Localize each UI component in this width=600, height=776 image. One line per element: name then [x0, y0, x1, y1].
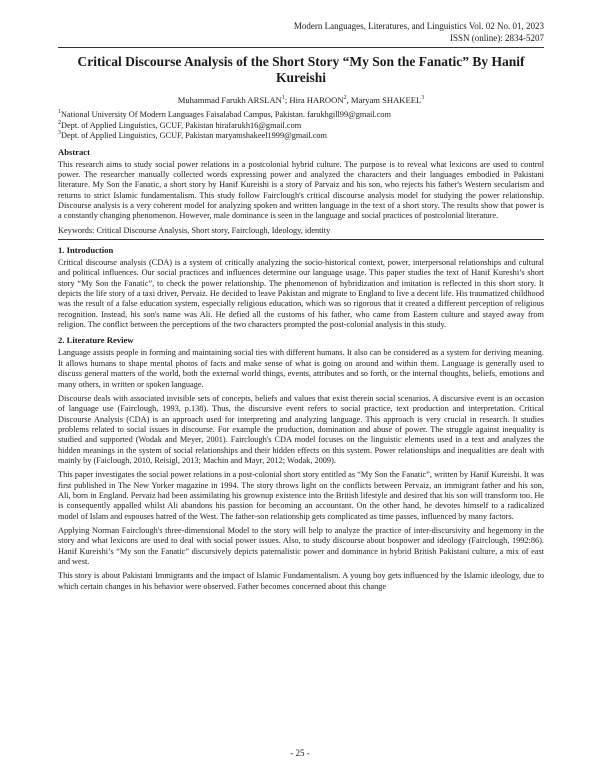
page-number: - 25 -	[290, 748, 310, 758]
issn: ISSN (online): 2834-5207	[450, 33, 544, 43]
author-sup: 2	[343, 95, 347, 102]
affiliation-sup: 2	[58, 119, 61, 126]
paper-page	[58, 20, 544, 596]
body-paragraph: This story is about Pakistani Immigrants and the impact of Islamic Fundamentalism. A young boy gets influenced by the Islamic ideology, due to which certain changes in his behavior were observed. Father becomes concerned about this change	[58, 571, 544, 591]
running-header	[58, 20, 544, 44]
abstract-heading: Abstract	[58, 146, 90, 157]
author-sup: 1	[281, 95, 285, 102]
section-heading-introduction: 1. Introduction	[58, 245, 114, 256]
header-rule	[58, 47, 544, 48]
affiliation-sup: 1	[58, 109, 61, 116]
keywords: Keywords: Critical Discourse Analysis, Short story, Fairclough, Ideology, identity	[58, 225, 331, 235]
journal-name: Modern Languages, Literatures, and Linguistics Vol. 02 No. 01, 2023	[293, 21, 544, 31]
affiliation	[58, 131, 544, 142]
author-name: Muhammad Farukh ARSLAN	[177, 95, 282, 105]
abstract-rule	[58, 239, 544, 240]
affiliation-text: Dept. of Applied Linguistics, GCUF, Pakistan hirafarukh16@gmail.com	[61, 120, 302, 130]
author-name: Hira HAROON	[289, 95, 344, 105]
body-paragraph: Critical discourse analysis (CDA) is a system of critically analyzing the socio-historical context, power, interpersonal relationships and cultural and political influences. Our social practices and influences determine our language usage. This paper studies the text of Hanif Kureshi’s short story “My Son the Fanatic”, to check the power relationship. The phenomenon of hybridization and imitation is reflected in this short story. It depicts the life story of a taxi driver, Pervaiz. He decided to leave Pakistan and migrate to England to live a decent life. His traumatized childhood was the result of a false education system, especially religious education, which was so rigorous that it created a different perception of religious recognition. Instead, his son's name was Ali. He defied all the customs of his father, who came from Eastern culture and stayed away from religion. The conflict between the perceptions of the two characters prompted the post-colonial analysis in this study.	[58, 258, 544, 330]
affiliation-text: Dept. of Applied Linguistics, GCUF, Pakistan maryamshakeel1999@gmail.com	[61, 131, 327, 140]
affiliation-text: National University Of Modern Languages Faisalabad Campus, Pakistan. farukhgill99@gmail.com	[61, 110, 391, 119]
body-paragraph: Discourse deals with associated invisible sets of concepts, beliefs and values that exist therein social scenarios. A discursive event is an occasion of language use (Fairclough, 1993, p.138). Thus, the discursive event refers to social practice, text production and interpretation. Critical Discourse Analysis (CDA) is an approach used for interpreting and analyzing language. This approach is very crucial in research. It studies problems related to social issues in discourse. For example the production, domination and abuse of power. The struggle against inequality is studied and supported (Wodak and Meyer, 2001). Fairclough's CDA model focuses on the linguistic elements used in a text and analyzes the hidden meanings in the system of social relationships and their hidden effects on this system. Power relationships and inequalities are dealt with mainly by (Faiclough, 2010, Reisigl, 2013; Machin and Mayr, 2012; Wodak, 2009).	[58, 393, 544, 465]
author-sup: 3	[421, 95, 425, 102]
affiliations	[58, 110, 544, 142]
body-paragraph: Language assists people in forming and maintaining social ties with different humans. It also can be considered as a system for deriving meaning. It allows humans to shape mental photos of facts and make sense of what is going on around and within them. Language is generally used to discuss general matters of the world, both the external world things, events, attributes and so forth, or the internal thoughts, beliefs, emotions and many others, in written or spoken language.	[58, 348, 544, 389]
affiliation-sup: 3	[58, 130, 61, 137]
affiliation	[58, 121, 544, 132]
author-list: Muhammad Farukh ARSLAN$^1$; Hira HAROON$^2$, Maryam SHAKEEL$^3$	[177, 95, 425, 105]
author-name: Maryam SHAKEEL	[350, 95, 422, 105]
abstract-text: This research aims to study social power relations in a postcolonial hybrid culture. The purpose is to reveal what lexicons are used to control power. The researcher manually collected words expressing power and analyzed the characters and their languages embodied in Pakistani literature. My Son the Fanatic, a short story by Hanif Kureishi is a story of Parvaiz and his son, who rejects his father's Western secularism and returns to strict Islamic fundamentalism. This study follow Fairclough's critical discourse analysis model for studying the power relationship. Discourse analysis is a very coherent model for analyzing spoken and written language in the text of a short story. The results show that power is a constantly changing phenomenon. However, male dominance is seen in the language and social practices of postcolonial literature.	[58, 159, 544, 221]
body-paragraph: This paper investigates the social power relations in a post-colonial short story entitled as “My Son the Fanatic”, written by Hanif Kureishi. It was first published in The New Yorker magazine in 1994. The story throws light on the conflicts between Pervaiz, an immigrant father and his son, Ali, born in England. Pervaiz had been assimilating his grownup existence into the British lifestyle and desired that his son will transform too. He is consequently appalled whilst Ali abandons his passion for becoming an accountant. On the other hand, he devotes himself to a radicalized model of Islam and espouses hatred of the West. The father-son relationship gets complicated as time passes, influenced by many factors.	[58, 470, 544, 521]
affiliation	[58, 110, 544, 121]
section-heading-literature-review: 2. Literature Review	[58, 335, 134, 346]
body-paragraph: Applying Norman Fairclough's three-dimensional Model to the story will help to analyze the practice of inter-discursivity and hegemony in the story and what lexicons are used to deal with social power issues. Also, to study discourse about bospower and ideology (Fairclough, 1992:86). Hanif Kureishi’s “My son the Fanatic” discursively depicts paternalistic power and dominance in hybrid British Pakistani culture, a mix of east and west.	[58, 525, 544, 566]
paper-title: Critical Discourse Analysis of the Short Story “My Son the Fanatic” By Hanif Kureishi	[77, 54, 525, 85]
